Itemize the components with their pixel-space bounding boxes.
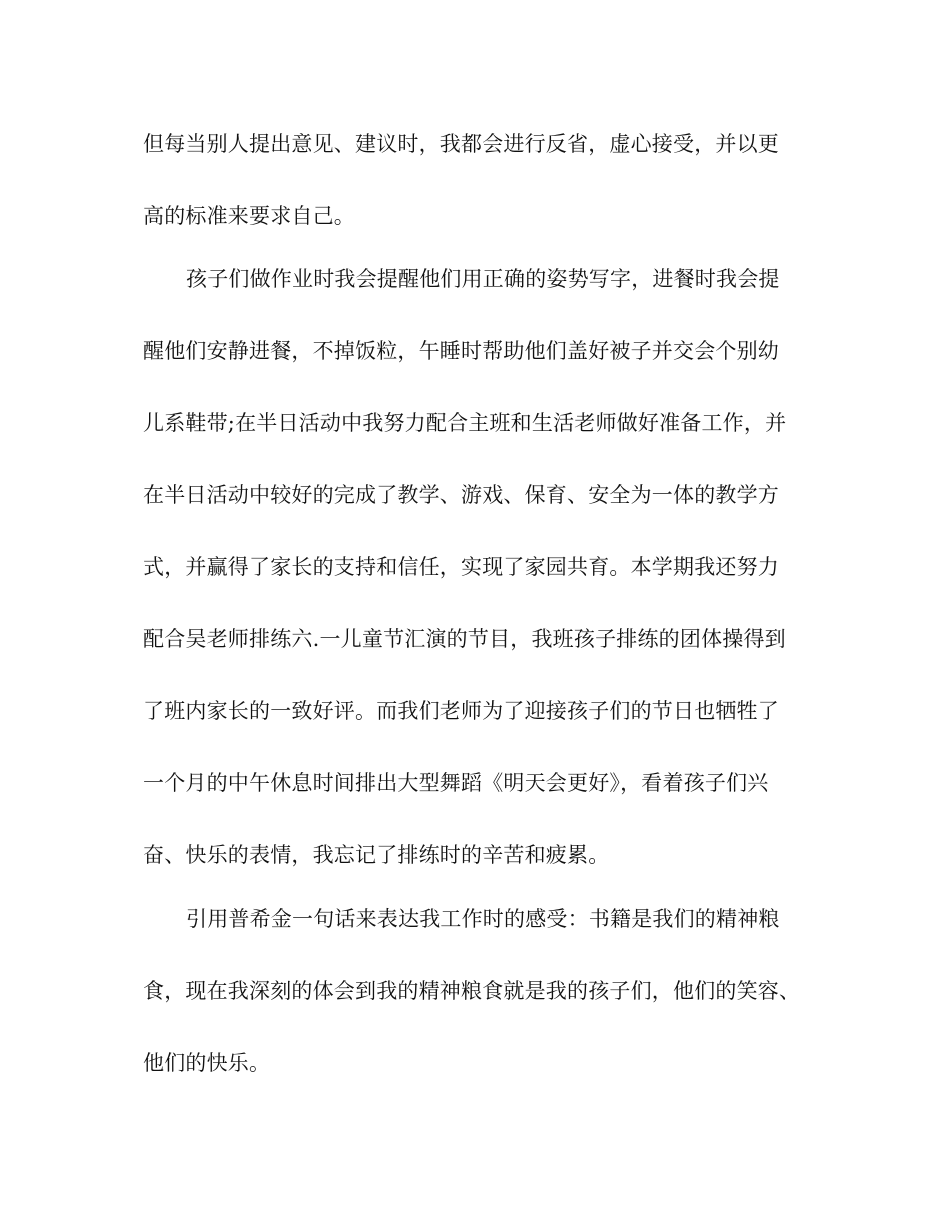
text-line: 配合吴老师排练六.一儿童节汇演的节目，我班孩子排练的团体操得到 bbox=[143, 627, 786, 651]
text-line: 高的标准来要求自己。 bbox=[143, 204, 355, 228]
text-line: 但每当别人提出意见、建议时，我都会进行反省，虚心接受，并以更 bbox=[143, 132, 779, 156]
text-line: 他们的快乐。 bbox=[143, 1051, 271, 1075]
text-line: 醒他们安静进餐，不掉饭粒，午睡时帮助他们盖好被子并交会个别幼 bbox=[143, 339, 779, 363]
text-line: 式，并赢得了家长的支持和信任，实现了家园共育。本学期我还努力 bbox=[143, 555, 779, 579]
paragraph-start-line: 引用普希金一句话来表达我工作时的感受：书籍是我们的精神粮 bbox=[186, 907, 780, 931]
paragraph-start-line: 孩子们做作业时我会提醒他们用正确的姿势写字，进餐时我会提 bbox=[186, 267, 780, 291]
text-line: 食，现在我深刻的体会到我的精神粮食就是我的孩子们，他们的笑容、 bbox=[143, 979, 801, 1003]
text-line: 儿系鞋带;在半日活动中我努力配合主班和生活老师做好准备工作，并 bbox=[143, 411, 787, 435]
text-line: 一个月的中午休息时间排出大型舞蹈《明天会更好》，看着孩子们兴 bbox=[143, 771, 769, 795]
text-line: 奋、快乐的表情，我忘记了排练时的辛苦和疲累。 bbox=[143, 843, 610, 867]
text-line: 在半日活动中较好的完成了教学、游戏、保育、安全为一体的教学方 bbox=[143, 483, 779, 507]
text-line: 了班内家长的一致好评。而我们老师为了迎接孩子们的节日也牺牲了 bbox=[143, 699, 779, 723]
